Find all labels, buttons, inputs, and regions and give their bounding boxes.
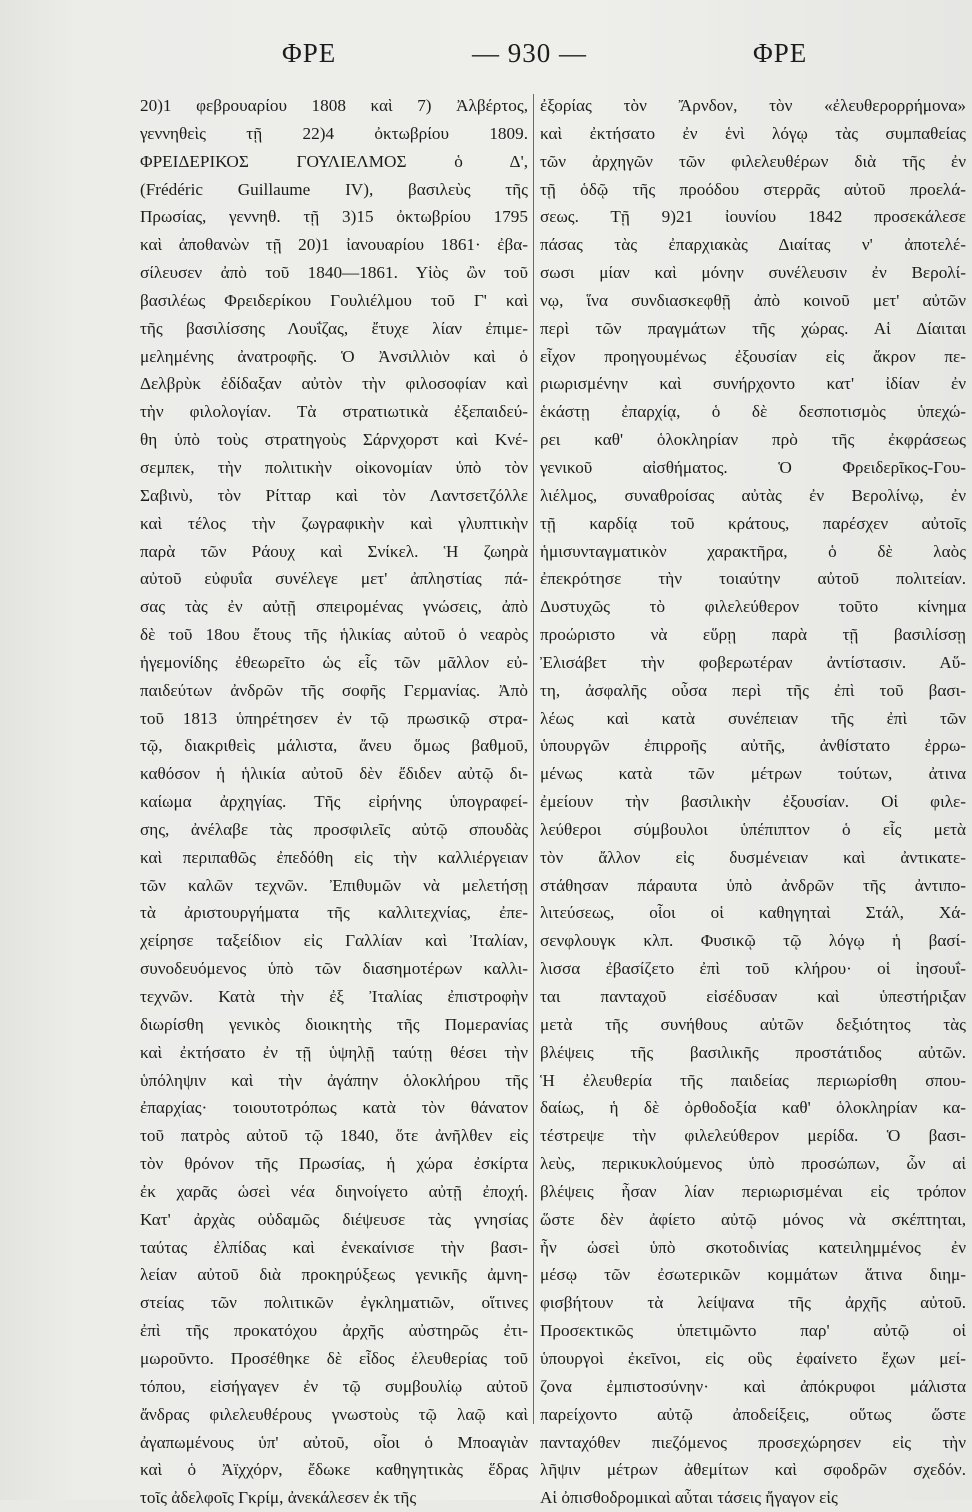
left-column — [140, 92, 528, 1512]
text-line: τῶν καλῶν τεχνῶν. Ἐπιθυμῶν νὰ μελετήσῃ — [140, 875, 528, 895]
text-line: τέστρεψε τὴν φιλελεύθερον μερίδα. Ὁ βασι- — [540, 1126, 966, 1146]
text-line: σενφλουγκ κλπ. Φυσικῷ τῷ λόγῳ ἡ βασί- — [540, 931, 966, 951]
text-line: περὶ τῶν πραγμάτων τῆς χώρας. Αἱ Δίαιται — [540, 318, 966, 338]
text-line: 20)1 φεβρουαρίου 1808 καὶ 7) Ἀλβέρτος, — [140, 96, 528, 115]
text-line: συνοδευόμενος ὑπὸ τῶν διασημοτέρων καλλι- — [140, 959, 528, 979]
text-line: σίλευσεν ἀπὸ τοῦ 1840—1861. Υἱὸς ὢν τοῦ — [140, 263, 528, 283]
text-line: ἐξορίας τὸν Ἄρνδον, τὸν «ἐλευθερορρήμονα» — [540, 96, 966, 115]
text-line: τῇ καρδίᾳ τοῦ κράτους, παρέσχεν αὐτοῖς — [540, 513, 966, 533]
text-line: ὑπουργῶν ἐπιρροῆς αὐτῆς, ἀνθίστατο ἐρρω- — [540, 736, 966, 756]
text-line: διωρίσθη γενικὸς διοικητὴς τῆς Πομερανίας — [140, 1014, 528, 1034]
text-line: ἀγαπωμένους ὑπ' αὐτοῦ, οἷοι ὁ Μποαγιὰν — [140, 1432, 528, 1452]
text-line: τη, ἀσφαλῆς οὖσα περὶ τῆς ἐπὶ τοῦ βασι- — [540, 680, 966, 700]
text-line: μελημένης ἀνατροφῆς. Ὁ Ἀνσιλλιὸν καὶ ὁ — [140, 346, 528, 366]
text-line: σας τὰς ἐν αὐτῇ σπειρομένας γνώσεις, ἀπὸ — [140, 597, 528, 617]
text-line: γεννηθεὶς τῇ 22)4 ὀκτωβρίου 1809. — [140, 123, 528, 143]
text-line: βλέψεις τῆς βασιλικῆς προστάτιδος αὐτῶν. — [540, 1042, 966, 1062]
text-line: πάσας τὰς ἐπαρχιακὰς Διαίτας ν' ἀποτελέ- — [540, 235, 966, 255]
text-line: καίωμα ἀρχηγίας. Τῆς εἰρήνης ὑπογραφεί- — [140, 792, 528, 812]
text-line: τῶν ἀρχηγῶν τῶν φιλελευθέρων διὰ τῆς ἐν — [540, 151, 966, 171]
text-line: πανταχόθεν πιεζόμενος προσεχώρησεν εἰς τὴν — [540, 1432, 966, 1452]
text-line: λιτεύσεως, οἷοι οἱ καθηγηταὶ Στάλ, Χά- — [540, 903, 966, 923]
text-line: ἐκ χαρᾶς ὡσεὶ νέα διηνοίγετο αὐτῇ ἐποχή. — [140, 1181, 528, 1201]
text-line: ται πανταχοῦ εἰσέδυσαν καὶ ὑπεστήριξαν — [540, 987, 966, 1006]
text-line: τῆς βασιλίσσης Λουΐζας, ἔτυχε λίαν ἐπιμε- — [140, 318, 528, 338]
text-line: νῳ, ἵνα συνδιασκεφθῇ ἀπὸ κοινοῦ μετ' αὐτῶν — [540, 290, 966, 310]
text-line: χείρησε ταξείδιον εἰς Γαλλίαν καὶ Ἰταλίαν, — [140, 931, 528, 951]
column-divider — [533, 94, 534, 1424]
text-line: ἐπαρχίας· τοιουτοτρόπως κατὰ τὸν θάνατον — [140, 1098, 528, 1118]
text-line: γενικοῦ αἰσθήματος. Ὁ Φρειδερῖκος-Γου- — [540, 457, 966, 477]
text-line: Σαβινὺ, τὸν Ρίτταρ καὶ τὸν Λαντσετζόλλε — [140, 485, 528, 505]
text-line: λεύθεροι σύμβουλοι ὑπέπιπτον ὁ εἷς μετὰ — [540, 819, 966, 839]
text-line: τὸν θρόνον τῆς Πρωσίας, ἡ χώρα ἐσκίρτα — [140, 1154, 528, 1174]
text-line: βλέψεις ἦσαν λίαν περιωρισμέναι εἰς τρόπον — [540, 1181, 966, 1201]
text-line: τῷ, διακριθεὶς μάλιστα, ἄνευ ὅμως βαθμοῦ, — [140, 736, 528, 756]
text-line: στείας τῶν πολιτικῶν ἐγκληματιῶν, οἵτινες — [140, 1293, 528, 1313]
text-line: καὶ ἀποθανὼν τῇ 20)1 ἰανουαρίου 1861· ἐβα- — [140, 235, 528, 255]
text-line: καὶ ἐκτήσατο ἐν τῇ ὑψηλῇ ταύτῃ θέσει τὴν — [140, 1042, 528, 1062]
text-line: στάθησαν πάραυτα ὑπὸ ἀνδρῶν τῆς ἀντιπο- — [540, 875, 966, 895]
text-line: τὴν φιλολογίαν. Τὰ στρατιωτικὰ ἐξεπαιδεύ- — [140, 402, 528, 422]
text-line: δὲ τοῦ 18ου ἔτους τῆς ἡλικίας αὐτοῦ ὁ νεαρὸς — [140, 625, 528, 645]
page-header — [0, 38, 972, 78]
text-line: τῇ ὁδῷ τῆς προόδου στερρᾶς αὐτοῦ προελά- — [540, 179, 966, 199]
text-line: λείαν αὐτοῦ διὰ προκηρύξεως γενικῆς ἀμνη- — [140, 1265, 528, 1285]
text-line: παιδεύτων ἀνδρῶν τῆς σοφῆς Γερμανίας. Ἀπὸ — [140, 680, 528, 700]
text-line: ἦν ὡσεὶ ὑπὸ σκοτοδινίας κατειλημμένος ἐν — [540, 1237, 966, 1257]
text-line: ὑπόληψιν καὶ τὴν ἀγάπην ὁλοκλήρου τῆς — [140, 1070, 528, 1090]
text-line: παρείχοντο αὐτῷ ἀποδείξεις, οὕτως ὥστε — [540, 1404, 966, 1424]
text-line: ἐπεκρότησε τὴν τοιαύτην αὐτοῦ πολιτείαν. — [540, 569, 966, 589]
text-line: τεχνῶν. Κατὰ τὴν ἐξ Ἰταλίας ἐπιστροφὴν — [140, 987, 528, 1006]
text-line: μένως κατὰ τῶν μέτρων τούτων, ἀτινα — [540, 764, 966, 784]
text-line: μωροῦντο. Προσέθηκε δὲ εἶδος ἐλευθερίας τοῦ — [140, 1348, 528, 1368]
text-line: ζονα ἐμπιστοσύνην· καὶ ἀπόκρυφοι μάλιστα — [540, 1376, 966, 1396]
text-line: ὥστε δὲν ἀφίετο αὐτῷ μόνος νὰ σκέπτηται, — [540, 1209, 966, 1229]
text-line: Αἱ ὀπισθοδρομικαὶ αὗται τάσεις ἤγαγον εἰς — [540, 1488, 838, 1508]
text-line: λῆψιν μέτρων ἀθεμίτων καὶ σφοδρῶν σχεδόν. — [540, 1460, 966, 1480]
text-line: λεὺς, περικυκλούμενος ὑπὸ προσώπων, ὧν αἱ — [540, 1154, 966, 1174]
text-line: ΦΡΕΙΔΕΡΙΚΟΣ ΓΟΥΛΙΕΛΜΟΣ ὁ Δ', — [140, 151, 528, 171]
text-line: ρει καθ' ὁλοκληρίαν πρὸ τῆς ἐκφράσεως — [540, 430, 966, 450]
text-line: σεως. Τῇ 9)21 ἰουνίου 1842 προσεκάλεσε — [540, 207, 966, 227]
text-line: Προσεκτικῶς ὑπετιμῶντο παρ' αὐτῷ οἱ — [540, 1321, 966, 1341]
text-line: μέσῳ τῶν ἐσωτερικῶν κομμάτων ἅτινα διημ- — [540, 1265, 966, 1285]
text-line: εἶχον προηγουμένως ἐξουσίαν εἰς ἄκρον πε- — [540, 346, 966, 366]
text-line: προώριστο νὰ εὕρῃ παρὰ τῇ βασιλίσσῃ — [540, 625, 966, 645]
text-line: καὶ ὁ Ἀϊχχόρν, ἔδωκε καθηγητικὰς ἕδρας — [140, 1460, 528, 1480]
text-line: καὶ τέλος τὴν ζωγραφικὴν καὶ γλυπτικὴν — [140, 513, 528, 533]
text-line: λέως καὶ κατὰ συνέπειαν τῆς ἐπὶ τῶν — [540, 708, 966, 728]
text-line: παρὰ τῶν Ράουχ καὶ Σνίκελ. Ἡ ζωηρὰ — [140, 541, 528, 561]
header-right-keyword: ΦΡΕ — [753, 38, 808, 68]
text-line: Ἡ ἐλευθερία τῆς παιδείας περιωρίσθη σπου- — [540, 1070, 966, 1090]
text-line: ταύτας ἐλπίδας καὶ ἐνεκαίνισε τὴν βασι- — [140, 1237, 528, 1257]
right-column — [540, 92, 966, 1512]
text-line: τοῦ 1813 ὑπηρέτησεν ἐν τῷ πρωσικῷ στρα- — [140, 708, 528, 728]
text-line: τὰ ἀριστουργήματα τῆς καλλιτεχνίας, ἐπε- — [140, 903, 528, 923]
text-line: ἐπὶ τῆς προκατόχου ἀρχῆς αὐστηρῶς ἐτι- — [140, 1321, 528, 1341]
text-line: τόπου, εἰσήγαγεν ἐν τῷ συμβουλίῳ αὐτοῦ — [140, 1376, 528, 1396]
header-left-keyword: ΦΡΕ — [282, 38, 337, 68]
text-line: ἡγεμονίδης ἐθεωρεῖτο ὡς εἷς τῶν μᾶλλον εὐ- — [140, 652, 528, 672]
text-line: φισβήτουν τὰ λείψανα τῆς ἀρχῆς αὐτοῦ. — [540, 1293, 966, 1313]
text-line: αὐτοῦ εὐφυΐα συνέλεγε μετ' ἀπληστίας πά- — [140, 569, 528, 589]
text-line: (Frédéric Guillaume IV), βασιλεὺς τῆς — [140, 179, 528, 199]
text-line: τοῦ πατρὸς αὐτοῦ τῷ 1840, ὅτε ἀνῆλθεν εἰς — [140, 1126, 528, 1146]
text-line: Δελβρὺκ ἐδίδαξαν αὐτὸν τὴν φιλοσοφίαν καὶ — [140, 374, 528, 394]
text-line: βασιλέως Φρειδερίκου Γουλιέλμου τοῦ Γ' καὶ — [140, 290, 528, 310]
text-line: ἄνδρας φιλελευθέρους γνωστοὺς τῷ λαῷ καὶ — [140, 1404, 528, 1424]
text-line: Δυστυχῶς τὸ φιλελεύθερον τοῦτο κίνημα — [540, 597, 966, 617]
text-line: ριωρισμένην καὶ συνήρχοντο κατ' ἰδίαν ἐν — [540, 374, 966, 394]
text-line: λισσα ἐβασίζετο ἐπὶ τοῦ κλήρου· οἱ ἰησουΐ- — [540, 959, 966, 979]
text-line: ἡμισυνταγματικὸν χαρακτῆρα, ὁ δὲ λαὸς — [540, 541, 966, 561]
text-line: τὸν ἄλλον εἰς δυσμένειαν καὶ ἀντικατε- — [540, 847, 966, 867]
text-line: καθόσον ἡ ἡλικία αὐτοῦ δὲν ἔδιδεν αὐτῷ δι- — [140, 764, 528, 784]
text-line: ἑκάστῃ ἐπαρχίᾳ, ὁ δὲ δεσποτισμὸς ὑπεχώ- — [540, 402, 966, 422]
text-line: ἐμείουν τὴν βασιλικὴν ἐξουσίαν. Οἱ φιλε- — [540, 792, 966, 812]
text-line: Κατ' ἀρχὰς οὐδαμῶς διέψευσε τὰς γνησίας — [140, 1209, 528, 1229]
text-line: καὶ ἐκτήσατο ἐν ἑνὶ λόγῳ τὰς συμπαθείας — [540, 123, 966, 143]
text-line: μετὰ τῆς συνήθους αὐτῶν δεξιότητος τὰς — [540, 1014, 966, 1034]
text-line: καὶ περιπαθῶς ἐπεδόθη εἰς τὴν καλλιέργειαν — [140, 847, 528, 867]
text-line: δαίως, ἡ δὲ ὀρθοδοξία καθ' ὁλοκληρίαν κα- — [540, 1098, 966, 1118]
text-line: λιέλμος, συναθροίσας αὐτὰς ἐν Βερολίνῳ, ἐν — [540, 485, 966, 505]
text-line: σεμπεκ, τὴν πολιτικὴν οἰκονομίαν ὑπὸ τὸν — [140, 457, 528, 477]
text-line: θη ὑπὸ τοὺς στρατηγοὺς Σάρνχορστ καὶ Κνέ- — [140, 430, 528, 450]
text-line: τοῖς ἀδελφοῖς Γκρίμ, ἀνεκάλεσεν ἐκ τῆς — [140, 1488, 417, 1508]
text-line: σης, ἀνέλαβε τὰς προσφιλεῖς αὐτῷ σπουδὰς — [140, 819, 528, 839]
text-line: Ἐλισάβετ τὴν φοβερωτέραν ἀντίστασιν. Αὕ- — [540, 652, 966, 672]
text-line: σωσι μίαν καὶ μόνην συνέλευσιν ἐν Βερολί- — [540, 263, 966, 283]
page-number: — 930 — — [472, 38, 587, 68]
text-line: ὑπουργοὶ ἐκεῖνοι, εἰς οὓς ἐφαίνετο ἔχων μεί- — [540, 1348, 966, 1368]
text-line: Πρωσίας, γεννηθ. τῇ 3)15 ὀκτωβρίου 1795 — [140, 207, 528, 227]
